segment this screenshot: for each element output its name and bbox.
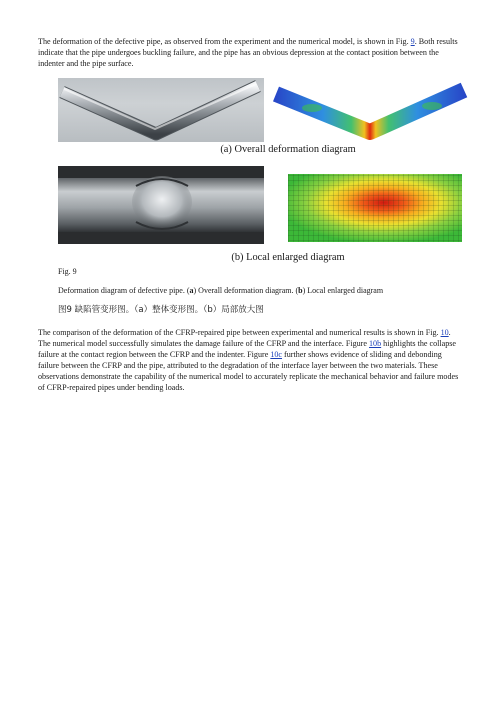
body-text-2: . The numerical model successfully simulates the damage failure of the CFRP and the interface. Figure (38, 328, 451, 348)
fem-bent-pipe-drawing (272, 80, 468, 142)
body-paragraph (38, 327, 462, 393)
experiment-local-photo (58, 166, 264, 244)
figure-label: Fig. 9 (58, 267, 77, 276)
caption-a-marker: a (189, 286, 194, 295)
body-text-1: The comparison of the deformation of the CFRP-repaired pipe between experimental and numerical results is shown in Fig. (38, 328, 441, 337)
fem-overall-model (272, 80, 468, 142)
fig-10-link[interactable]: 10 (440, 328, 449, 337)
experiment-overall-photo (58, 78, 264, 142)
bent-pipe-photo-drawing (58, 78, 264, 142)
fig-10b-link[interactable]: 10b (369, 339, 382, 348)
figure-caption-chinese: 图9 缺陷管变形图。（a）整体变形图。（b）局部放大图 (58, 305, 264, 315)
caption-b-text: ) Local enlarged diagram (302, 286, 384, 295)
intro-text: The deformation of the defective pipe, as observed from the experiment and the numerical model, is shown in Fig. (38, 37, 411, 46)
dented-pipe-photo-drawing (58, 166, 264, 244)
body-text-4: further shows evidence of sliding and debonding failure between the CFRP and the pipe, attributed to the degradation of the interface layer between the two materials. These observations demonstrate the capability of the numerical model to accurately replicate the mechanical behavior and failure modes of CFRP-repaired pipes under bending loads. (38, 350, 459, 392)
fig-10c-link[interactable]: 10c (270, 350, 283, 359)
caption-a-text: ) Overall deformation diagram. ( (193, 286, 299, 295)
subcaption-a: (a) Overall deformation diagram (220, 144, 356, 155)
caption-lead: Deformation diagram of defective pipe. ( (58, 286, 190, 295)
subcaption-b: (b) Local enlarged diagram (231, 252, 345, 263)
fig-9-link[interactable]: 9 (410, 37, 415, 46)
intro-paragraph (38, 36, 462, 69)
figure-caption (58, 286, 383, 295)
body-text-3: highlights the collapse failure at the contact region between the CFRP and the indenter. Figure (38, 339, 456, 359)
fem-local-model (288, 170, 462, 246)
intro-text-end: . Both results indicate that the pipe undergoes buckling failure, and the pipe has an obvious depression at the contact position between the indenter and the pipe surface. (38, 37, 458, 68)
fem-mesh-drawing (288, 170, 462, 246)
caption-b-marker: b (298, 286, 303, 295)
